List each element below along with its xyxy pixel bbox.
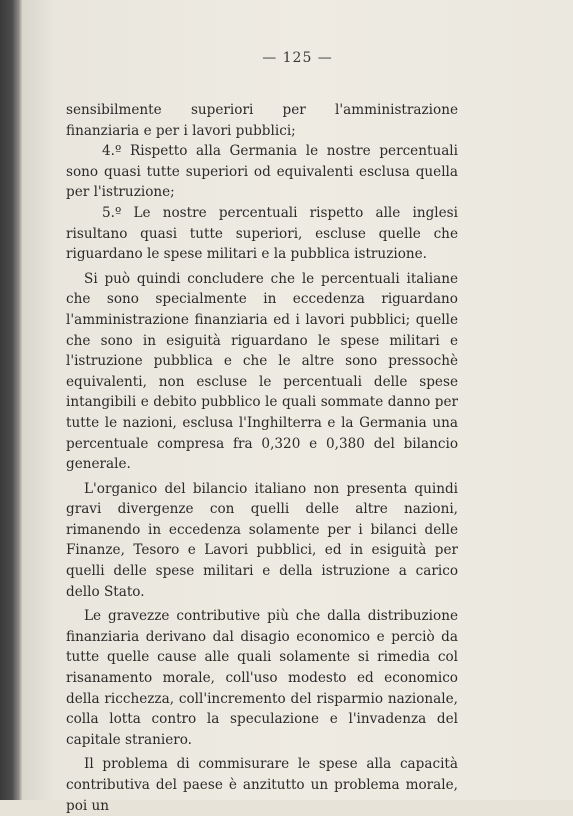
paragraph: L'organico del bilancio italiano non presenta quindi gravi divergenze con quelli delle altre nazioni, rimanendo in eccedenza solamente per i bilanci delle Finanze, Tesoro e Lavori pubblici, ed in esiguità per quelli delle spese militari e della istruzione a carico dello Stato.: [66, 480, 458, 600]
paragraph-point-4: 4.º Rispetto alla Germania le nostre percentuali sono quasi tutte superiori od equivalenti esclusa quella per l'istruzione;: [66, 143, 458, 201]
paragraph: Si può quindi concludere che le percentuali italiane che sono specialmente in eccedenza riguardano l'amministrazione finanziaria ed i lavori pubblici; quelle che sono in esiguità riguardano le spese militari e l'istruzione pubblica e che le altre sono pressochè equivalenti, non escluse le percentuali delle spese intangibili e debito pubblico le quali sommate danno per tutte le nazioni, esclusa l'Inghilterra e la Germania una percentuale compresa fra 0,320 e 0,380 del bilancio generale.: [66, 270, 458, 473]
paragraph: Il problema di commisurare le spese alla capacità contributiva del paese è anzitutto un problema morale, poi un: [66, 756, 458, 814]
book-page: [22, 0, 573, 814]
body-text: [66, 100, 458, 816]
paragraph: Le gravezze contributive più che dalla distribuzione finanziaria derivano dal disagio economico e perciò da tutte quelle cause alle quali solamente si rimedia col risanamento morale, coll'uso modesto ed economico della ricchezza, coll'incremento del risparmio nazionale, colla lotta contro la speculazione e l'invadenza del capitale straniero.: [66, 608, 458, 748]
paragraph-continuation: sensibilmente superiori per l'amministrazione finanziaria e per i lavori pubblici;: [66, 102, 458, 139]
paragraph-point-5: 5.º Le nostre percentuali rispetto alle inglesi risultano quasi tutte superiori, escluse quelle che riguardano le spese militari e la pubblica istruzione.: [66, 204, 458, 263]
page-number: — 125 —: [262, 50, 333, 66]
book-spine-shadow: [0, 0, 22, 800]
